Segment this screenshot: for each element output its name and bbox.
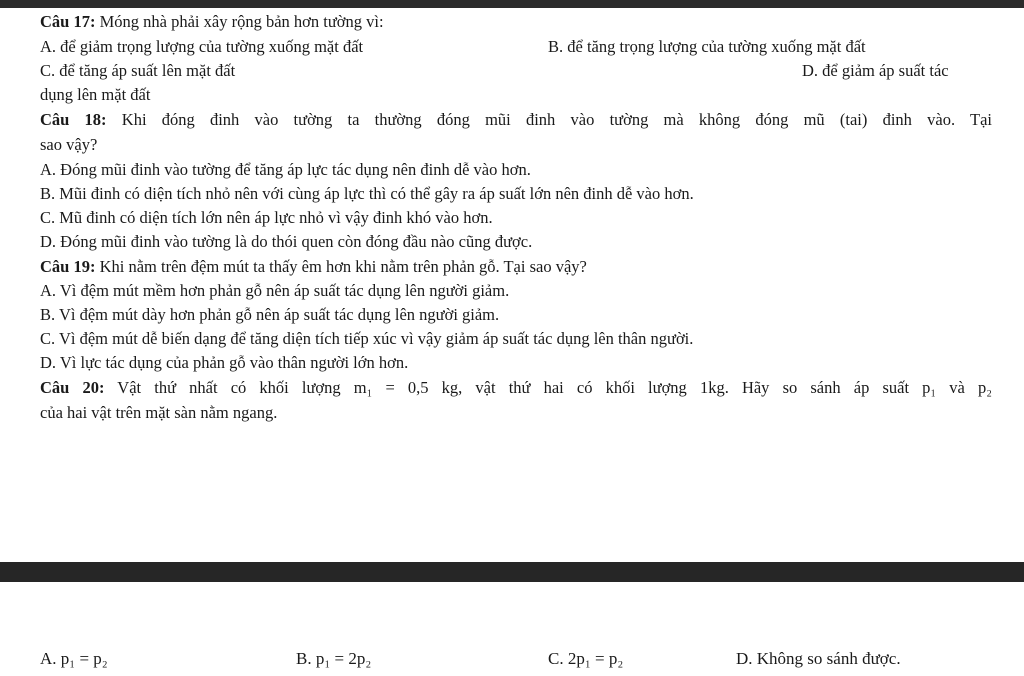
q18-option-b: B. Mũi đinh có diện tích nhỏ nên với cùng áp lực thì có thể gây ra áp suất lớn nên đinh dễ vào hơn. <box>40 184 694 203</box>
q17-text: Móng nhà phải xây rộng bản hơn tường vì: <box>95 12 384 31</box>
middle-dark-bar <box>0 562 1024 582</box>
q20-option-c: C. 2p₁ = p₂ <box>548 649 624 668</box>
q20-option-a: A. p₁ = p₂ <box>40 649 108 668</box>
q17-stem <box>40 12 384 32</box>
q17-label: Câu 17: <box>40 12 96 31</box>
q18-option-a: A. Đóng mũi đinh vào tường để tăng áp lực tác dụng nên đinh dễ vào hơn. <box>40 160 531 179</box>
q17-option-d-continued: dụng lên mặt đất <box>40 85 151 104</box>
q19-text: Khi nằm trên đệm mút ta thấy êm hơn khi nằm trên phản gỗ. Tại sao vậy? <box>95 257 587 276</box>
q19-label: Câu 19: <box>40 257 96 276</box>
q19-stem <box>40 257 587 277</box>
q17-option-b: B. để tăng trọng lượng của tường xuống mặt đất <box>548 37 866 56</box>
q17-option-a: A. để giảm trọng lượng của tường xuống mặt đất <box>40 37 364 56</box>
cut-off-next-line <box>38 670 998 676</box>
q20-option-b: B. p₁ = 2p₂ <box>296 649 372 668</box>
q17-option-c: C. để tăng áp suất lên mặt đất <box>40 61 236 80</box>
q19-option-d: D. Vì lực tác dụng của phản gỗ vào thân người lớn hơn. <box>40 353 409 372</box>
q17-option-d: D. để giảm áp suất tác <box>802 61 949 80</box>
q19-option-a: A. Vì đệm mút mềm hơn phản gỗ nên áp suất tác dụng lên người giảm. <box>40 281 510 300</box>
q20-stem <box>40 378 992 398</box>
q19-option-b: B. Vì đệm mút dày hơn phản gỗ nên áp suất tác dụng lên người giảm. <box>40 305 500 324</box>
q18-label: Câu 18: <box>40 110 107 129</box>
q18-text-line2: sao vậy? <box>40 135 98 154</box>
q20-option-d: D. Không so sánh được. <box>736 649 901 668</box>
q20-text-line1: Vật thứ nhất có khối lượng m₁ = 0,5 kg, vật thứ hai có khối lượng 1kg. Hãy so sánh áp suất p₁ và p₂ <box>104 378 992 397</box>
q18-option-c: C. Mũ đinh có diện tích lớn nên áp lực nhỏ vì vậy đinh khó vào hơn. <box>40 208 493 227</box>
q19-option-c: C. Vì đệm mút dễ biến dạng để tăng diện tích tiếp xúc vì vậy giảm áp suất tác dụng lên thân người. <box>40 329 694 348</box>
q18-text-line1: Khi đóng đinh vào tường ta thường đóng mũi đinh vào tường mà không đóng mũ (tai) đinh vào. Tại <box>106 110 993 129</box>
q18-option-d: D. Đóng mũi đinh vào tường là do thói quen còn đóng đầu nào cũng được. <box>40 232 533 251</box>
q20-text-line2: của hai vật trên mặt sàn nằm ngang. <box>40 403 278 422</box>
top-dark-bar <box>0 0 1024 8</box>
q20-label: Câu 20: <box>40 378 105 397</box>
q18-stem <box>40 110 992 130</box>
